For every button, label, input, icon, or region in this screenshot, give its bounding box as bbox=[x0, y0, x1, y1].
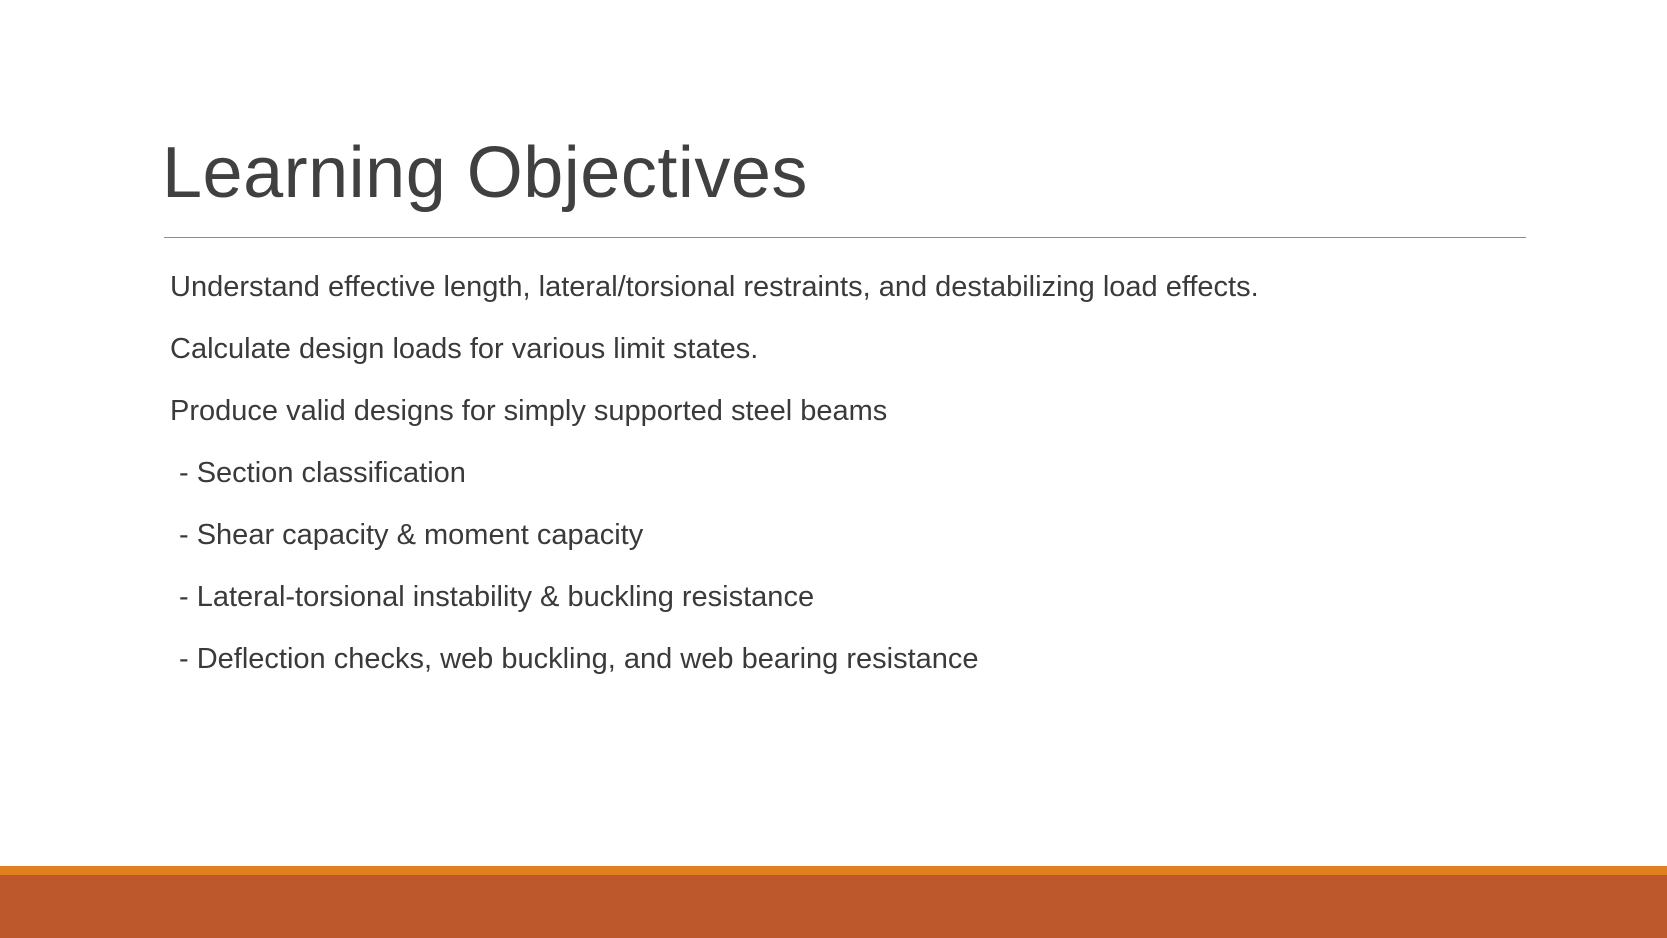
slide-title: Learning Objectives bbox=[162, 133, 808, 213]
objective-subitem: - Section classification bbox=[179, 457, 466, 489]
objective-subitem: - Deflection checks, web buckling, and web bearing resistance bbox=[179, 643, 979, 675]
title-divider bbox=[164, 237, 1526, 238]
objective-item: Understand effective length, lateral/torsional restraints, and destabilizing load effects. bbox=[170, 271, 1259, 303]
objective-subitem: - Lateral-torsional instability & buckling resistance bbox=[179, 581, 815, 613]
objective-item: Calculate design loads for various limit states. bbox=[170, 333, 759, 365]
footer-bar bbox=[0, 875, 1667, 938]
footer-accent-stripe bbox=[0, 866, 1667, 875]
objective-subitem: - Shear capacity & moment capacity bbox=[179, 519, 644, 551]
objectives-list bbox=[170, 256, 1259, 690]
objective-item: Produce valid designs for simply supported steel beams bbox=[170, 395, 888, 427]
